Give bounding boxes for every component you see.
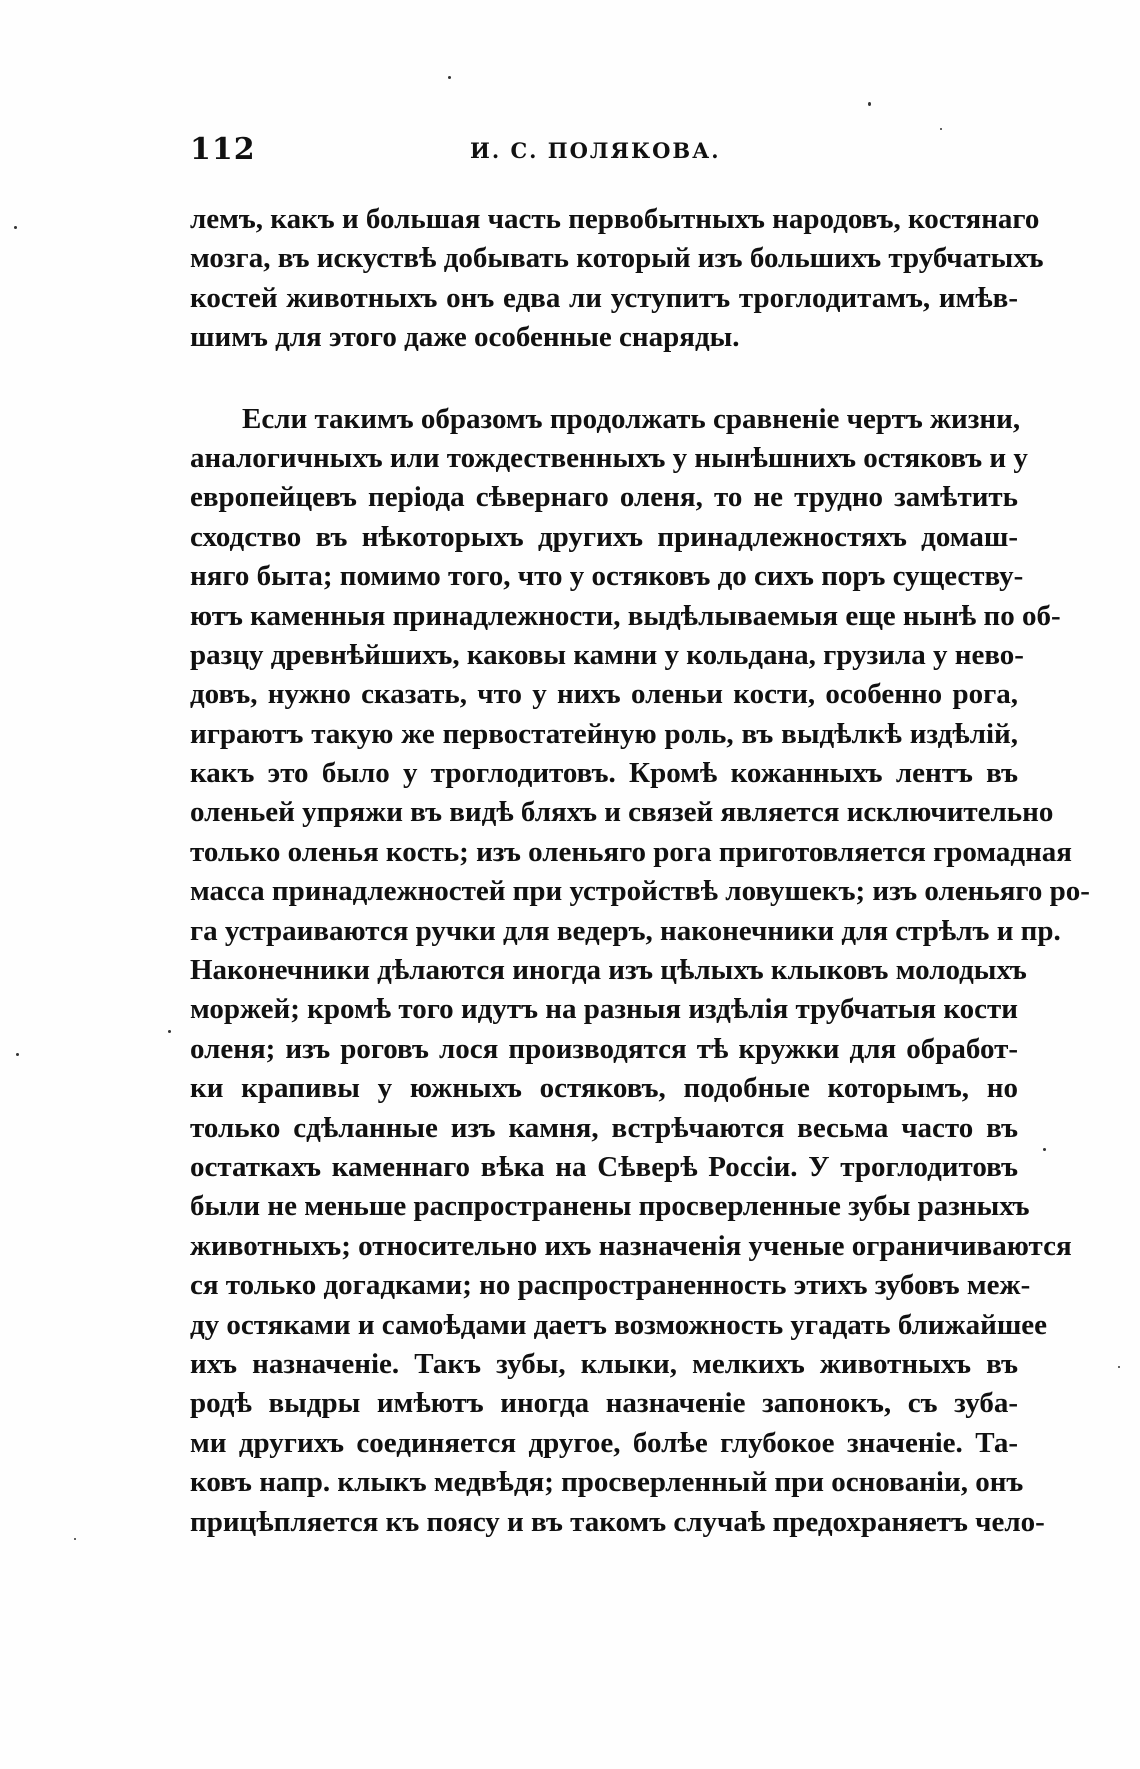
text-line: няго быта; помимо того, что у остяковъ до сихъ поръ существу- (190, 560, 1024, 593)
page-number: 112 (190, 132, 256, 167)
text-line: шимъ для этого даже особенные снаряды. (190, 321, 740, 354)
text-line: какъ это было у троглодитовъ. Кромѣ кожанныхъ лентъ въ (190, 757, 1018, 790)
scan-speck (1118, 1366, 1120, 1368)
text-line: разцу древнѣйшихъ, каковы камни у кольдана, грузила у нево- (190, 638, 1024, 671)
text-line: играютъ такую же первостатейную роль, въ выдѣлкѣ издѣлій, (190, 717, 1018, 750)
text-line: ся только догадками; но распространенность этихъ зубовъ меж- (190, 1269, 1031, 1302)
text-line: довъ, нужно сказать, что у нихъ оленьи кости, особенно рога, (190, 678, 1018, 711)
text-line: животныхъ; относительно ихъ назначенія ученые ограничиваются (190, 1229, 1072, 1262)
text-line: только оленья кость; изъ оленьяго рога приготовляется громадная (190, 835, 1072, 868)
text-line: сходство въ нѣкоторыхъ другихъ принадлежностяхъ домаш- (190, 520, 1018, 553)
paragraph-1 (190, 200, 1044, 358)
text-line: ду остяками и самоѣдами даетъ возможность угадать ближайшее (190, 1308, 1048, 1341)
text-line: были не меньше распространены просверленные зубы разныхъ (190, 1190, 1030, 1223)
text-line: ковъ напр. клыкъ медвѣдя; просверленный при основаніи, онъ (190, 1466, 1024, 1499)
text-line: ютъ каменныя принадлежности, выдѣлываемыя еще нынѣ по об- (190, 599, 1061, 632)
scan-speck (74, 1538, 76, 1540)
text-line: Если такимъ образомъ продолжать сравненіе чертъ жизни, (242, 402, 1021, 435)
text-line: масса принадлежностей при устройствѣ ловушекъ; изъ оленьяго ро- (190, 875, 1090, 908)
scan-speck (16, 1053, 19, 1056)
scan-speck (168, 1030, 171, 1033)
text-line: оленьей упряжи въ видѣ бляхъ и связей является исключительно (190, 796, 1054, 829)
text-line: ми другихъ соединяется другое, болѣе глубокое значеніе. Та- (190, 1426, 1018, 1459)
text-line: аналогичныхъ или тождественныхъ у нынѣшнихъ остяковъ и у (190, 441, 1028, 474)
paragraph-2 (190, 400, 1090, 1542)
text-line: европейцевъ періода сѣвернаго оленя, то не трудно замѣтить (190, 481, 1018, 514)
running-head: И. С. ПОЛЯКОВА. (470, 138, 721, 163)
text-line: прицѣпляется къ поясу и въ такомъ случаѣ предохраняетъ чело- (190, 1505, 1045, 1538)
text-line: моржей; кромѣ того идутъ на разныя издѣлія трубчатыя кости (190, 993, 1018, 1026)
text-line: Наконечники дѣлаются иногда изъ цѣлыхъ клыковъ молодыхъ (190, 954, 1027, 987)
text-line: лемъ, какъ и большая часть первобытныхъ народовъ, костянаго (190, 203, 1040, 235)
text-line: родѣ выдры имѣютъ иногда назначеніе запонокъ, съ зуба- (190, 1387, 1018, 1420)
text-line: оленя; изъ роговъ лося производятся тѣ кружки для обработ- (190, 1032, 1018, 1065)
scan-speck (1043, 1148, 1046, 1151)
text-line: остаткахъ каменнаго вѣка на Сѣверѣ Россіи. У троглодитовъ (190, 1150, 1018, 1183)
text-line: костей животныхъ онъ едва ли уступитъ троглодитамъ, имѣв- (190, 281, 1018, 314)
text-line: только сдѣланные изъ камня, встрѣчаются весьма часто въ (190, 1111, 1018, 1144)
text-line: га устраиваются ручки для ведеръ, наконечники для стрѣлъ и пр. (190, 914, 1061, 947)
body-text (190, 200, 1090, 1542)
scan-speck (868, 102, 871, 106)
text-line: ки крапивы у южныхъ остяковъ, подобные которымъ, но (190, 1072, 1018, 1105)
text-line: мозга, въ искуствѣ добывать который изъ большихъ трубчатыхъ (190, 242, 1044, 275)
scan-speck (14, 226, 17, 229)
scan-speck (448, 76, 451, 79)
text-line: ихъ назначеніе. Такъ зубы, клыки, мелкихъ животныхъ въ (190, 1347, 1018, 1380)
page-header (190, 132, 1018, 172)
scan-speck (940, 128, 942, 130)
